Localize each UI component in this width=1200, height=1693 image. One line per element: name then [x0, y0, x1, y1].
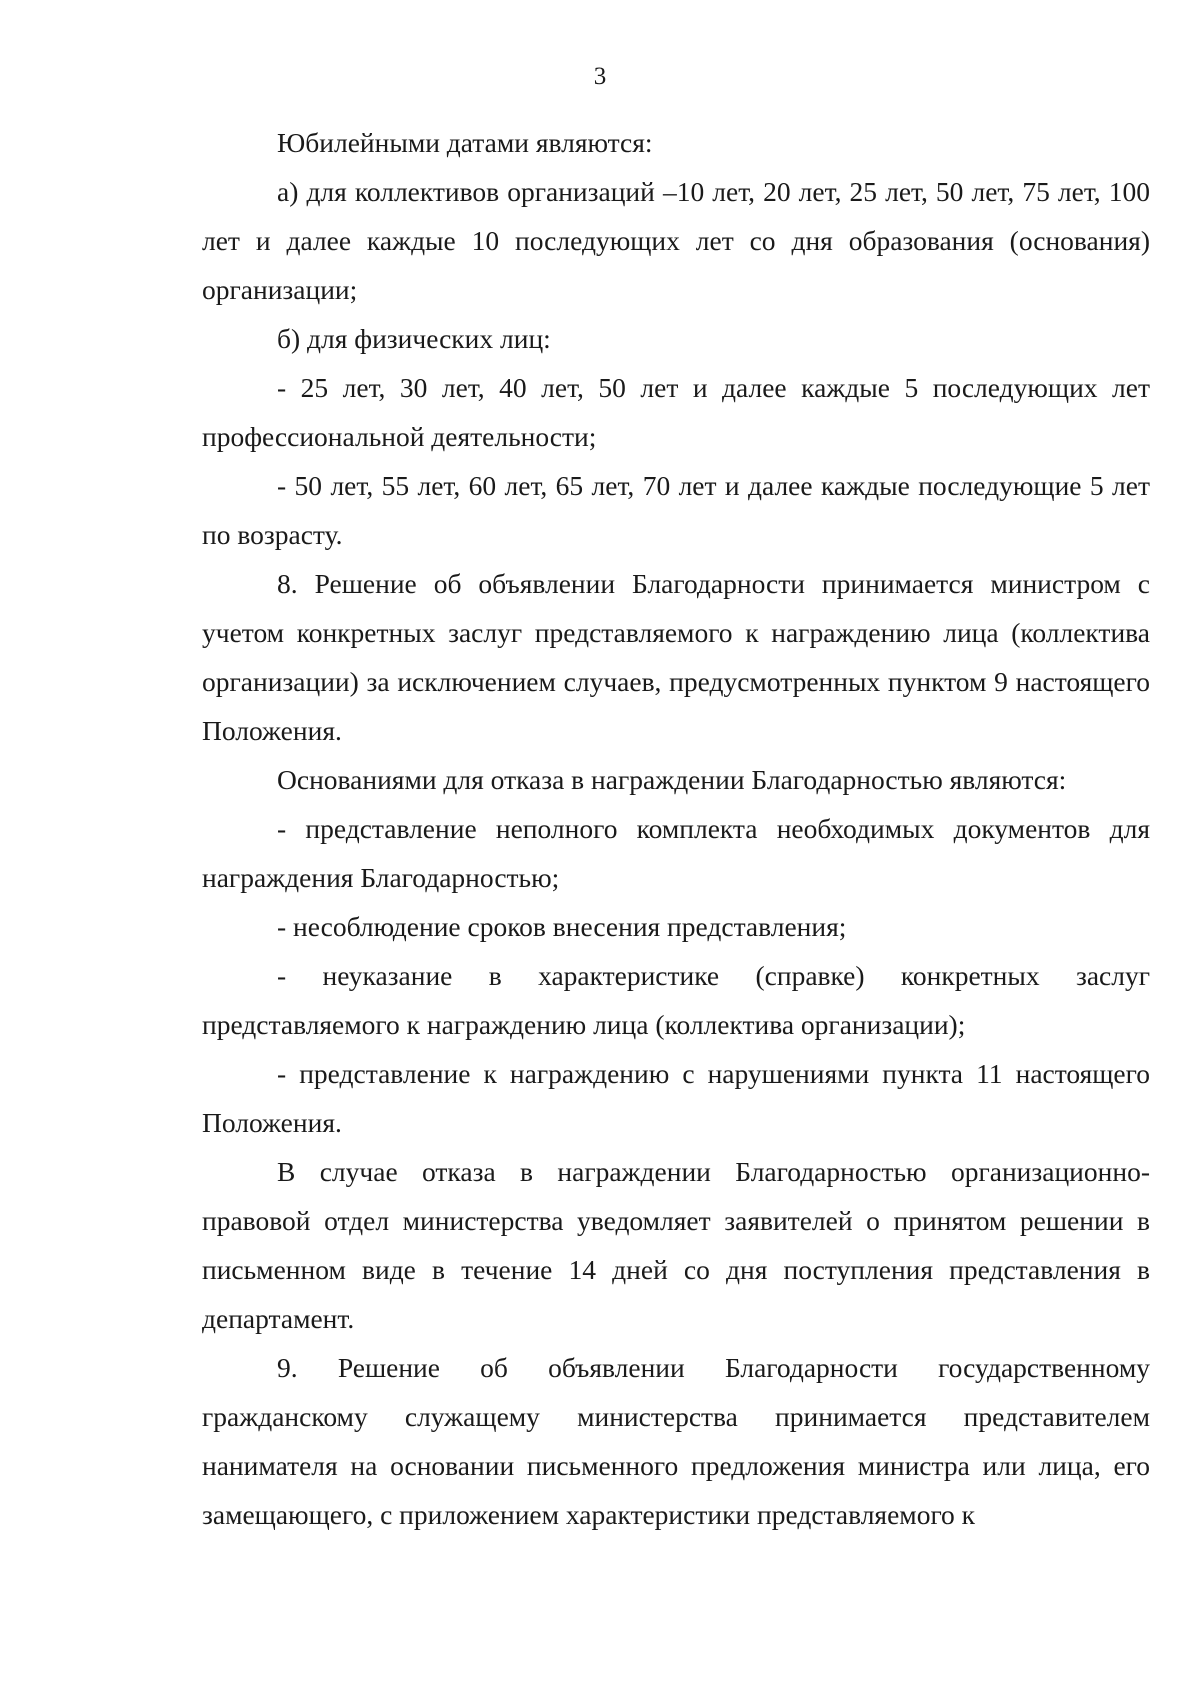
paragraph-item-9: 9. Решение об объявлении Благодарности государственному гражданскому служащему министерства принимается представителем нанимателя на основании письменного предложения министра или лица, его замещающего, с приложением характеристики представляемого к: [202, 1352, 1150, 1530]
paragraph-deadlines: - несоблюдение сроков внесения представления;: [277, 911, 847, 942]
paragraph-professional-years: - 25 лет, 30 лет, 40 лет, 50 лет и далее каждые 5 последующих лет профессиональной деятельности;: [202, 372, 1150, 452]
paragraph-incomplete-documents: - представление неполного комплекта необходимых документов для награждения Благодарностью;: [202, 813, 1150, 893]
paragraph-jubilee-dates-intro: Юбилейными датами являются:: [277, 127, 653, 158]
paragraph-age-years: - 50 лет, 55 лет, 60 лет, 65 лет, 70 лет и далее каждые последующие 5 лет по возрасту.: [202, 470, 1150, 550]
paragraph-item-11-violations: - представление к награждению с нарушениями пункта 11 настоящего Положения.: [202, 1058, 1150, 1138]
paragraph-refusal-notice: В случае отказа в награждении Благодарностью организационно-правовой отдел министерства уведомляет заявителей о принятом решении в письменном виде в течение 14 дней со дня поступления представления в департамент.: [202, 1156, 1150, 1334]
paragraph-organizations-dates: а) для коллективов организаций –10 лет, 20 лет, 25 лет, 50 лет, 75 лет, 100 лет и далее каждые 10 последующих лет со дня образования (основания) организации;: [202, 176, 1150, 305]
document-body: [202, 118, 1150, 1539]
paragraph-refusal-grounds: Основаниями для отказа в награждении Благодарностью являются:: [277, 764, 1067, 795]
paragraph-individuals-intro: б) для физических лиц:: [277, 323, 551, 354]
page-number: 3: [593, 63, 607, 90]
paragraph-item-8: 8. Решение об объявлении Благодарности принимается министром с учетом конкретных заслуг представляемого к награждению лица (коллектива организации) за исключением случаев, предусмотренных пунктом 9 настоящего Положения.: [202, 568, 1150, 746]
paragraph-no-merits: - неуказание в характеристике (справке) конкретных заслуг представляемого к награждению лица (коллектива организации);: [202, 960, 1150, 1040]
